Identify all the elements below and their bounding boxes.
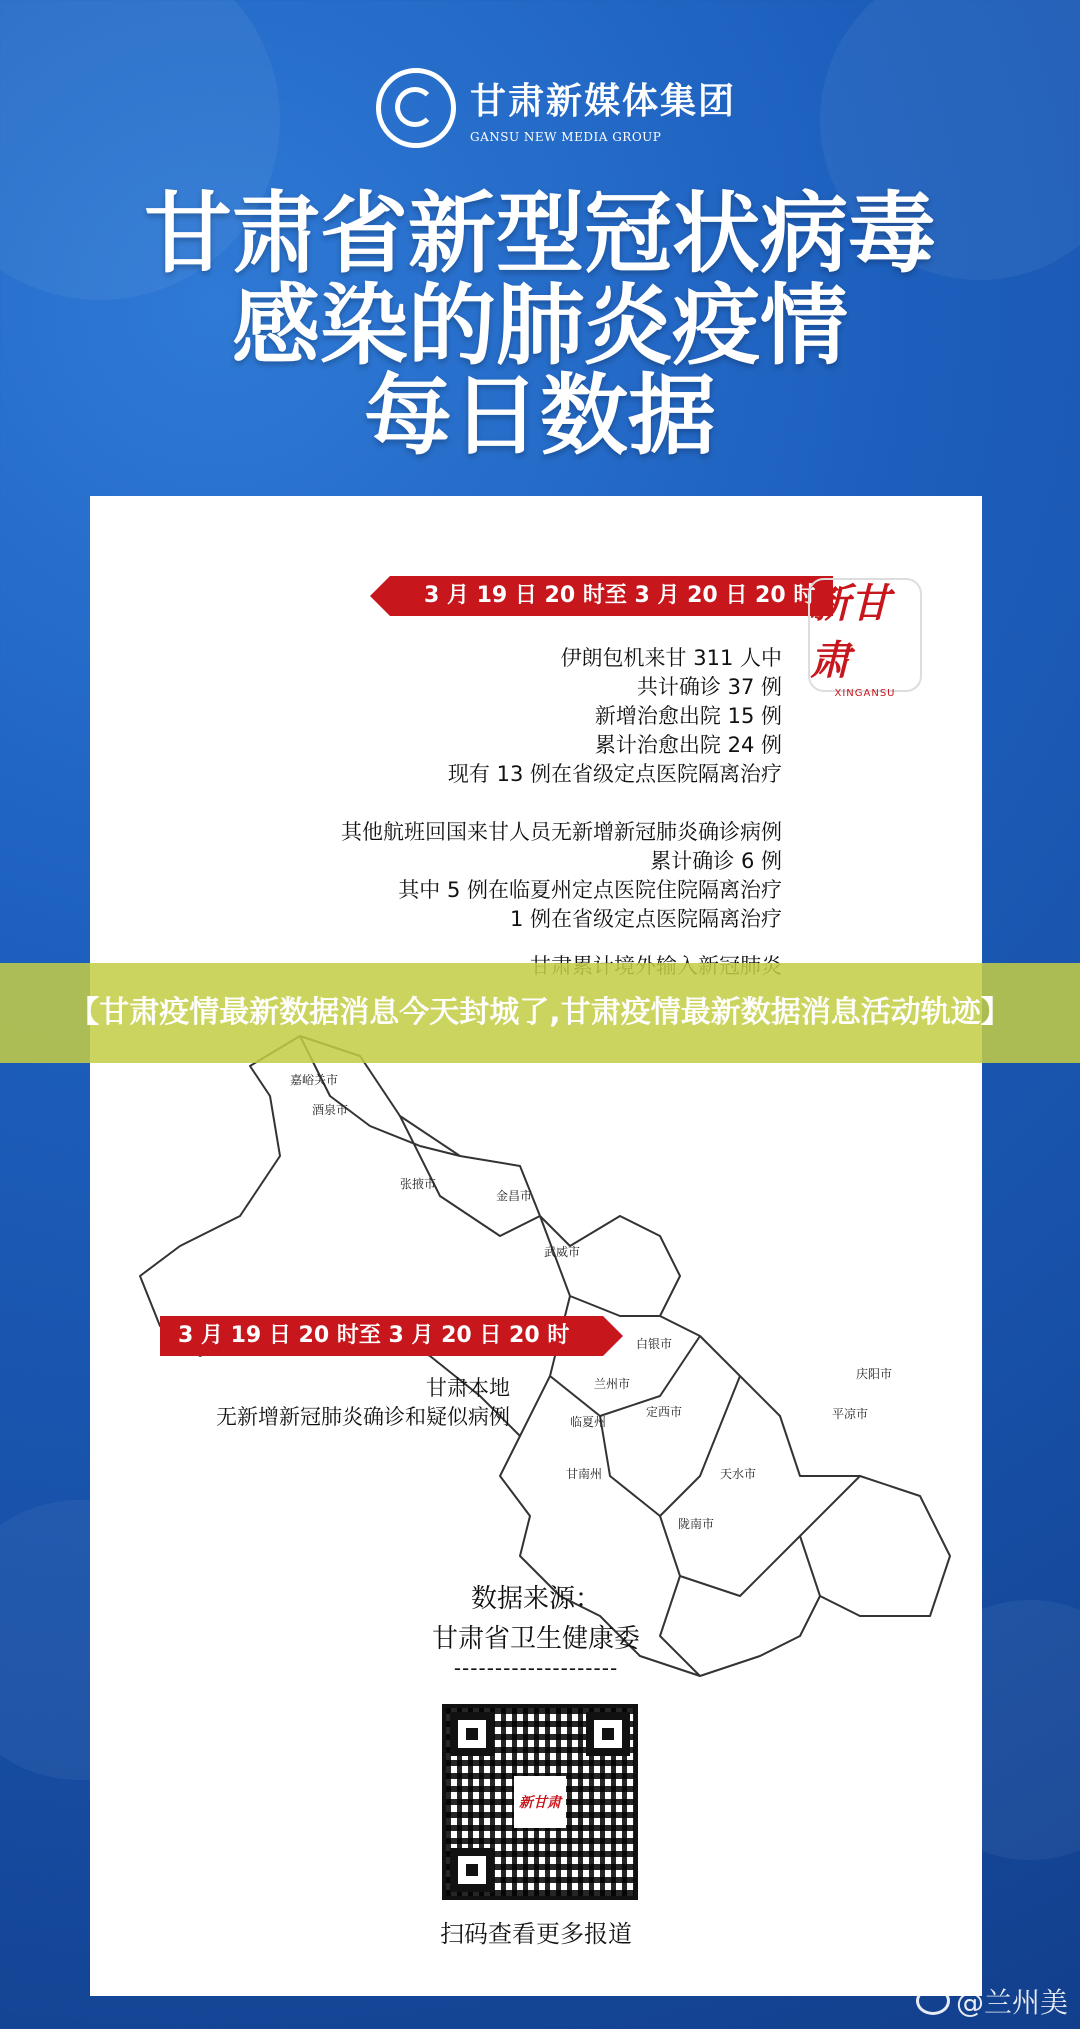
other-flights-stats xyxy=(341,818,782,981)
org-logo xyxy=(376,68,736,148)
stat-line: 共计确诊 37 例 xyxy=(636,675,782,699)
map-city-label: 张掖市 xyxy=(400,1177,437,1191)
map-city-label: 临夏州 xyxy=(570,1415,607,1429)
stat-line: 其中 5 例在临夏州定点医院住院隔离治疗 xyxy=(398,878,782,902)
org-name-en: GANSU NEW MEDIA GROUP xyxy=(470,129,662,144)
source-label: 数据来源： xyxy=(470,1584,601,1614)
title-line-3: 每日数据 xyxy=(363,364,716,467)
stat-line: 其他航班回国来甘人员无新增新冠肺炎确诊病例 xyxy=(341,820,782,844)
stat-line: 无新增新冠肺炎确诊和疑似病例 xyxy=(216,1405,510,1429)
iran-charter-stats xyxy=(448,644,782,789)
stat-line: 累计治愈出院 24 例 xyxy=(594,733,782,757)
source-value: 甘肃省卫生健康委 xyxy=(431,1624,640,1654)
qr-center-logo: 新甘肃 xyxy=(514,1776,566,1828)
title-line-2: 感染的肺炎疫情 xyxy=(231,274,848,377)
period-ribbon-1: 3 月 19 日 20 时至 3 月 20 日 20 时 xyxy=(390,576,833,616)
xingansu-logo-cn: 新甘肃 xyxy=(810,579,890,684)
map-city-label: 定西市 xyxy=(646,1405,683,1419)
map-city-label: 兰州市 xyxy=(594,1377,631,1391)
qr-caption: 扫码查看更多报道 xyxy=(440,1920,632,1948)
stat-line: 累计确诊 6 例 xyxy=(650,849,782,873)
org-name-cn: 甘肃新媒体集团 xyxy=(470,79,737,122)
qr-eye xyxy=(450,1712,494,1756)
xingansu-logo xyxy=(808,578,922,699)
map-region-border xyxy=(520,1376,550,1436)
qr-code[interactable] xyxy=(442,1704,638,1900)
map-city-label: 武威市 xyxy=(544,1245,581,1259)
map-region-border xyxy=(550,1296,700,1416)
map-city-label: 白银市 xyxy=(636,1337,673,1351)
map-region-border xyxy=(540,1216,660,1316)
data-card xyxy=(90,496,982,1996)
org-logo-text xyxy=(470,73,736,144)
stat-line: 1 例在省级定点医院隔离治疗 xyxy=(509,907,782,931)
headline-banner-text: 【甘肃疫情最新数据消息今天封城了,甘肃疫情最新数据消息活动轨迹】 xyxy=(69,995,1011,1030)
map-city-label: 金昌市 xyxy=(496,1189,533,1203)
xingansu-logo-en: XINGANSU xyxy=(834,687,896,699)
qr-eye xyxy=(450,1848,494,1892)
watermark xyxy=(916,1981,1068,2021)
map-city-label: 陇南市 xyxy=(678,1517,715,1531)
stat-line: 伊朗包机来甘 311 人中 xyxy=(560,646,782,670)
local-stats xyxy=(190,1374,510,1432)
map-city-label: 庆阳市 xyxy=(856,1367,893,1381)
stat-line: 现有 13 例在省级定点医院隔离治疗 xyxy=(447,762,782,786)
map-city-label: 天水市 xyxy=(720,1467,757,1481)
org-logo-icon xyxy=(376,68,456,148)
map-region-border xyxy=(600,1376,740,1516)
map-region-border xyxy=(400,1116,540,1236)
stat-line: 新增治愈出院 15 例 xyxy=(594,704,782,728)
period-ribbon-2: 3 月 19 日 20 时至 3 月 20 日 20 时 xyxy=(160,1316,603,1356)
map-city-label: 嘉峪关市 xyxy=(290,1073,339,1087)
map-city-label: 平凉市 xyxy=(832,1407,869,1421)
watermark-text: @兰州美 xyxy=(955,1986,1068,2019)
stat-line: 甘肃本地 xyxy=(426,1376,510,1400)
weibo-icon xyxy=(916,1987,950,2015)
title-line-1: 甘肃省新型冠状病毒 xyxy=(143,182,936,285)
qr-eye xyxy=(586,1712,630,1756)
map-city-label: 甘南州 xyxy=(566,1467,603,1481)
divider-line: -------------------- xyxy=(453,1656,619,1680)
map-city-label: 酒泉市 xyxy=(312,1103,349,1117)
headline-banner[interactable] xyxy=(0,963,1080,1063)
